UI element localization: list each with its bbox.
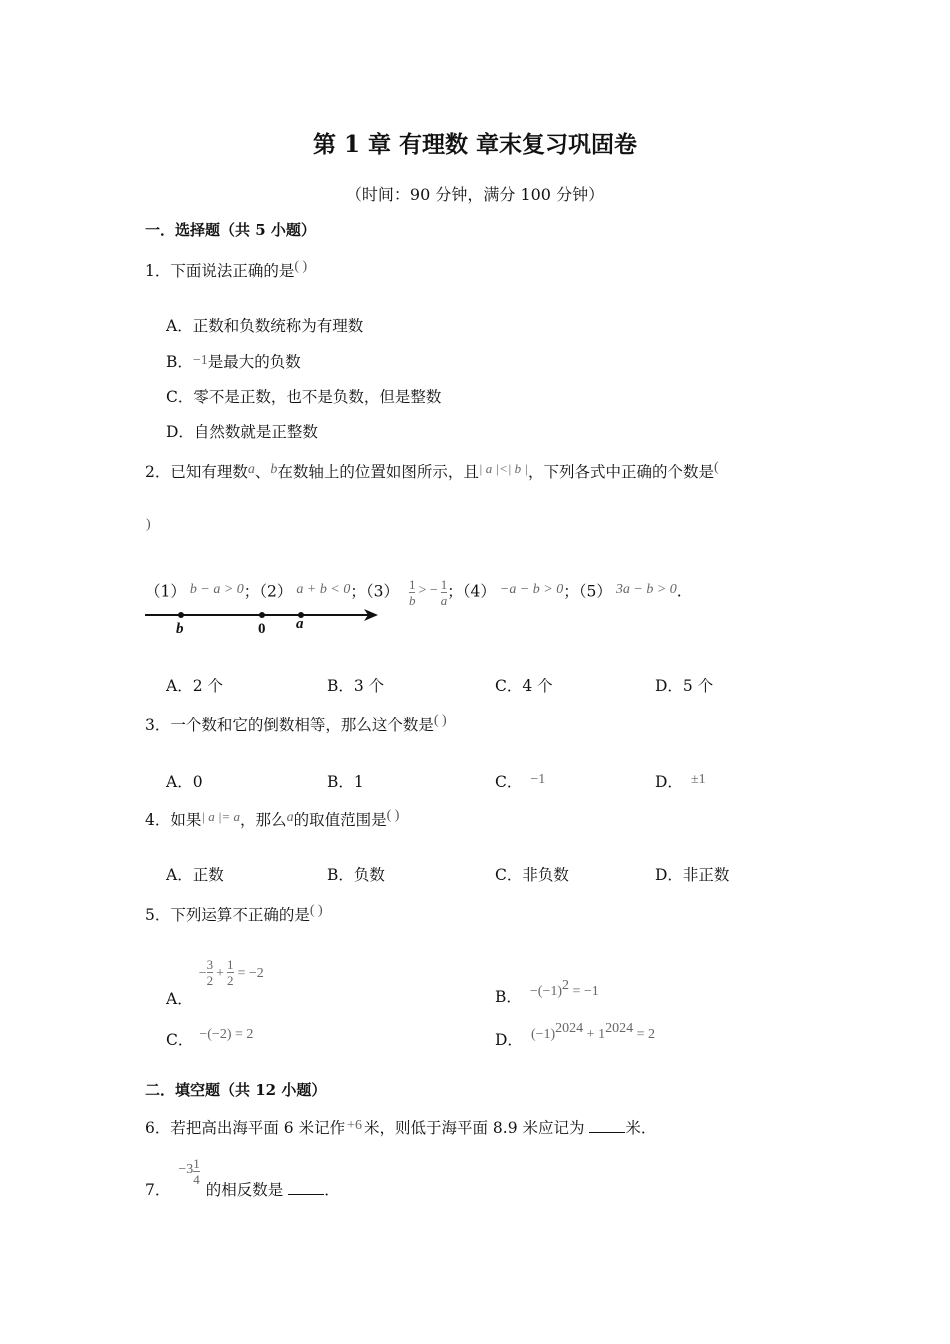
answer-paren: ( ): [294, 259, 308, 274]
label-0: 0: [258, 621, 266, 637]
question-4: [145, 808, 399, 830]
q2-option-c: C．4 个: [495, 677, 553, 695]
q5-option-c-label: C．: [166, 1031, 194, 1049]
question-6: [145, 1116, 656, 1138]
question-6-stem-c: 米．: [625, 1119, 657, 1137]
question-2-stem-a: 2．已知有理数: [145, 463, 248, 481]
var-a: a: [286, 810, 294, 825]
label-a: a: [296, 616, 304, 632]
q1-option-c: C．零不是正数，也不是负数，但是整数: [166, 388, 442, 406]
question-7-label: 7．: [145, 1180, 171, 1199]
answer-paren: ( ): [309, 903, 323, 918]
item-1-label: （1）: [145, 582, 186, 601]
q5-option-d-base: (−1): [530, 1027, 556, 1043]
question-6-stem-a: 6．若把高出海平面 6 米记作: [145, 1119, 346, 1137]
q1-option-d: D．自然数就是正整数: [166, 423, 318, 441]
q3-option-d-math: ±1: [690, 772, 706, 787]
section-fill-heading: 二．填空题（共 12 小题）: [145, 1081, 327, 1099]
item-2-label: （2）: [259, 582, 293, 601]
q3-option-d-label: D．: [655, 773, 683, 791]
question-1: [145, 259, 307, 281]
question-6-math: +6: [347, 1118, 362, 1133]
q3-option-a: A．0: [166, 773, 203, 791]
q3-option-c: [495, 770, 545, 792]
item-end: .: [676, 582, 682, 601]
item-4-label: （4）: [462, 582, 496, 601]
item-1-expr: b − a > 0: [189, 581, 244, 597]
answer-paren: ( ): [433, 713, 447, 728]
q5-option-a-result: = −2: [237, 965, 264, 981]
answer-paren-close: ): [146, 517, 151, 532]
q3-option-c-label: C．: [495, 773, 523, 791]
item-5-expr: 3a − b > 0: [615, 581, 677, 597]
question-3: [145, 713, 447, 735]
q5-option-a-frac-2: $\frac{1}{2}$: [227, 957, 234, 988]
q4-option-b: B．负数: [327, 866, 385, 884]
q1-option-b-label: B．: [166, 353, 193, 371]
page-subtitle: （时间：90 分钟，满分 100 分钟）: [345, 185, 605, 204]
abs-condition: | a |<| b |: [478, 461, 528, 476]
item-4-expr: −a − b > 0: [499, 581, 564, 597]
answer-blank[interactable]: [589, 1118, 625, 1133]
item-3-frac-1: $\frac{1}{b}$: [408, 577, 416, 608]
answer-paren: ( ): [386, 808, 400, 823]
q2-option-a: A．2 个: [166, 677, 223, 695]
item-3-label: （3）: [365, 582, 399, 601]
q3-option-d: [655, 770, 706, 792]
q5-option-a-plus: +: [216, 965, 225, 981]
abs-condition: | a |= a: [201, 809, 241, 824]
q2-option-d: D．5 个: [655, 677, 714, 695]
q5-option-a-label: A．: [166, 989, 193, 1008]
question-1-stem: 1．下面说法正确的是: [145, 262, 295, 280]
q4-option-d: D．非正数: [655, 866, 730, 884]
q5-option-c-math: −(−2) = 2: [199, 1027, 254, 1042]
question-5-stem: 5．下列运算不正确的是: [145, 906, 310, 924]
q5-option-b-base: −(−1): [529, 984, 563, 1000]
q4-option-c: C．非负数: [495, 866, 569, 884]
q3-option-b: B．1: [327, 773, 364, 791]
var-a: a: [247, 462, 255, 477]
item-sep-2: ；: [350, 582, 366, 601]
q3-option-c-math: −1: [530, 772, 546, 787]
var-b: b: [270, 462, 278, 477]
item-sep-1: ；: [243, 582, 260, 601]
q5-option-b-result: = −1: [569, 984, 599, 1000]
q5-option-d-label: D．: [495, 1031, 523, 1050]
section-choice-heading: 一．选择题（共 5 小题）: [145, 221, 316, 239]
q5-option-a: [166, 957, 264, 1008]
point-b: [178, 612, 184, 618]
q4-option-a: A．正数: [166, 866, 224, 884]
question-2: [145, 460, 719, 482]
q5-option-a-minus: −: [198, 965, 207, 981]
answer-paren-open: (: [714, 460, 719, 475]
q5-option-a-frac-1: $\frac{3}{2}$: [206, 957, 214, 988]
q1-option-b: [166, 350, 301, 372]
q5-option-d: [495, 1021, 655, 1050]
q5-option-d-mid: + 1: [583, 1027, 606, 1043]
q5-option-b-exp: 2: [562, 978, 570, 993]
question-7-frac: $\frac{1}{4}$: [193, 1156, 200, 1187]
question-7-stem: 的相反数是: [205, 1180, 289, 1199]
item-sep-3: ；: [447, 582, 463, 601]
item-3-frac-2: $\frac{1}{a}$: [440, 577, 448, 608]
question-4-stem-c: 的取值范围是: [293, 811, 387, 829]
question-4-stem-a: 4．如果: [145, 811, 202, 829]
question-2-sep: 、: [254, 463, 271, 481]
question-7: [145, 1148, 340, 1199]
item-2-expr: a + b < 0: [296, 581, 351, 597]
question-4-stem-b: ，那么: [240, 811, 287, 829]
item-sep-4: ；: [563, 582, 579, 601]
q2-option-b: B．3 个: [327, 677, 385, 695]
item-5-label: （5）: [578, 582, 612, 601]
label-b: b: [176, 621, 184, 637]
answer-blank[interactable]: [288, 1180, 324, 1195]
q5-option-c: [166, 1028, 253, 1050]
number-line: [140, 600, 390, 640]
question-7-whole: −3: [178, 1161, 194, 1177]
q1-option-b-math: −1: [192, 353, 208, 368]
q1-option-a: A．正数和负数统称为有理数: [166, 317, 364, 335]
q5-option-d-result: = 2: [633, 1027, 655, 1043]
q5-option-d-exp-1: 2024: [555, 1021, 584, 1036]
q5-option-b: [495, 978, 599, 1007]
question-2-stem-c: ，下列各式中正确的个数是: [527, 463, 714, 481]
item-3-op: > −: [418, 582, 438, 598]
question-5: [145, 903, 323, 925]
question-6-stem-b: 米，则低于海平面 8.9 米应记为: [363, 1119, 590, 1137]
page-title: 第 1 章 有理数 章末复习巩固卷: [312, 131, 638, 158]
q5-option-b-label: B．: [495, 988, 522, 1007]
question-7-end: ．: [324, 1180, 340, 1199]
q1-option-b-text: 是最大的负数: [207, 353, 301, 371]
point-0: [259, 612, 265, 618]
question-2-stem-b: 在数轴上的位置如图所示，且: [277, 463, 479, 481]
q5-option-d-exp-2: 2024: [605, 1021, 634, 1036]
question-3-stem: 3．一个数和它的倒数相等，那么这个数是: [145, 716, 434, 734]
